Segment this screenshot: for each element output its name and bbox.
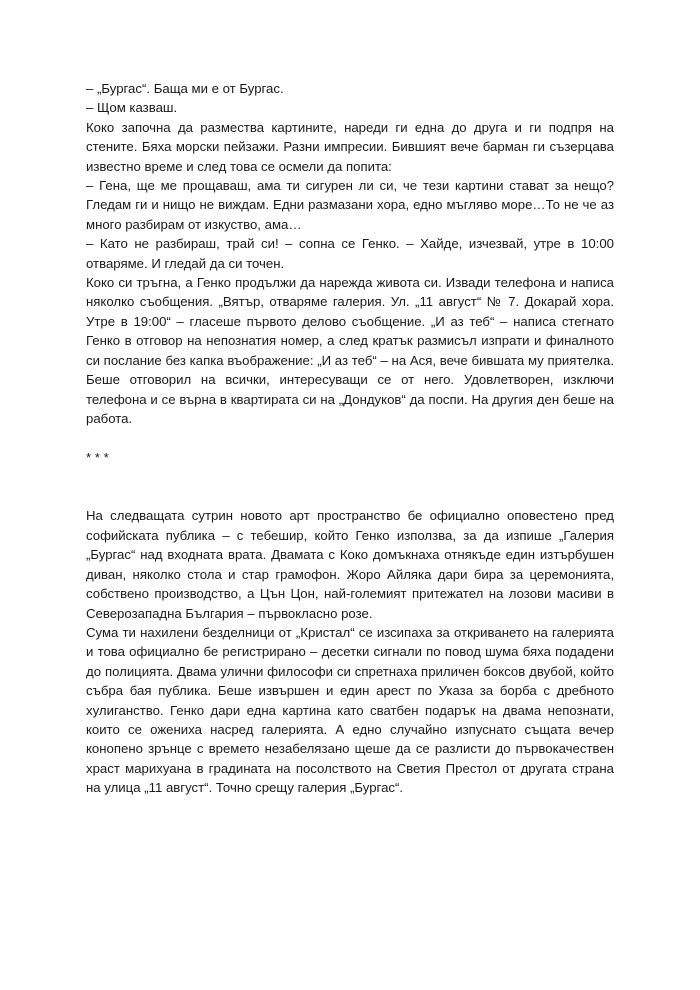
paragraph: Сума ти нахилени безделници от „Кристал“ се изсипаха за откриването на галерията и това официално бе регистрирано – десетки сигнали по повод шума бяха подадени до полицията. Двама улични философи си спретнаха приличен боксов двубой, който събра бая публика. Беше извършен и един арест по Указа за борба с дребното хулиганство. Генко дари една картина като сватбен подарък на двама непознати, които се ожениха насред галерията. А едно случайно изпуснато същата вечер конопено зрънце с времето незабелязано щеше да се разлисти до първокачествен храст марихуана в градината на посолството на Светия Престол от другата страна на улица „11 август“. Точно срещу галерия „Бургас“.	[86, 624, 614, 796]
document-page	[86, 79, 614, 798]
dialogue-line: – Щом казваш.	[86, 100, 178, 116]
spacer	[86, 428, 614, 447]
dialogue-line: – Гена, ще ме прощаваш, ама ти сигурен ли си, че тези картини стават за нещо? Гледам ги и нищо не виждам. Едни размазани хора, едно мъгляво море…То не че аз много разбирам от изкуство, ама…	[86, 178, 614, 232]
spacer	[86, 487, 614, 506]
section-separator: * * *	[86, 449, 109, 465]
spacer	[86, 467, 614, 487]
paragraph: Коко си тръгна, а Генко продължи да нарежда живота си. Извади телефона и написа няколко съобщения. „Вятър, отваряме галерия. Ул. „11 август“ № 7. Докарай хора. Утре в 19:00“ – гласеше първото делово съобщение. „И аз теб“ – написа стегнато Генко в отговор на непознатия номер, а след кратък размисъл изпрати и финалното си послание без капка въображение: „И аз теб“ – на Ася, вече бившата му приятелка. Беше отговорил на всички, интересуващи се от него. Удовлетворен, изключи телефона и се върна в квартирата си на „Дондуков“ да поспи. На другия ден беше на работа.	[86, 275, 614, 426]
dialogue-line: – Като не разбираш, трай си! – сопна се Генко. – Хайде, изчезвай, утре в 10:00 отваряме. И гледай да си точен.	[86, 236, 614, 271]
paragraph: Коко започна да размества картините, нареди ги една до друга и ги подпря на стените. Бяха морски пейзажи. Разни импресии. Бившият вече барман ги съзерцава известно време и след това се осмели да попита:	[86, 119, 614, 174]
dialogue-line: – „Бургас“. Баща ми е от Бургас.	[86, 81, 284, 96]
paragraph: На следващата сутрин новото арт пространство бе официално оповестено пред софийската публика – с тебешир, който Генко използва, за да изпише „Галерия „Бургас“ над входната врата. Двамата с Коко домъкнаха отнякъде един изтърбушен диван, няколко стола и стар грамофон. Жоро Айляка дари бира за церемонията, собствено производство, а Цън Цон, най-големият притежател на лозови масиви в Северозападна България – първокласно розе.	[86, 508, 614, 621]
